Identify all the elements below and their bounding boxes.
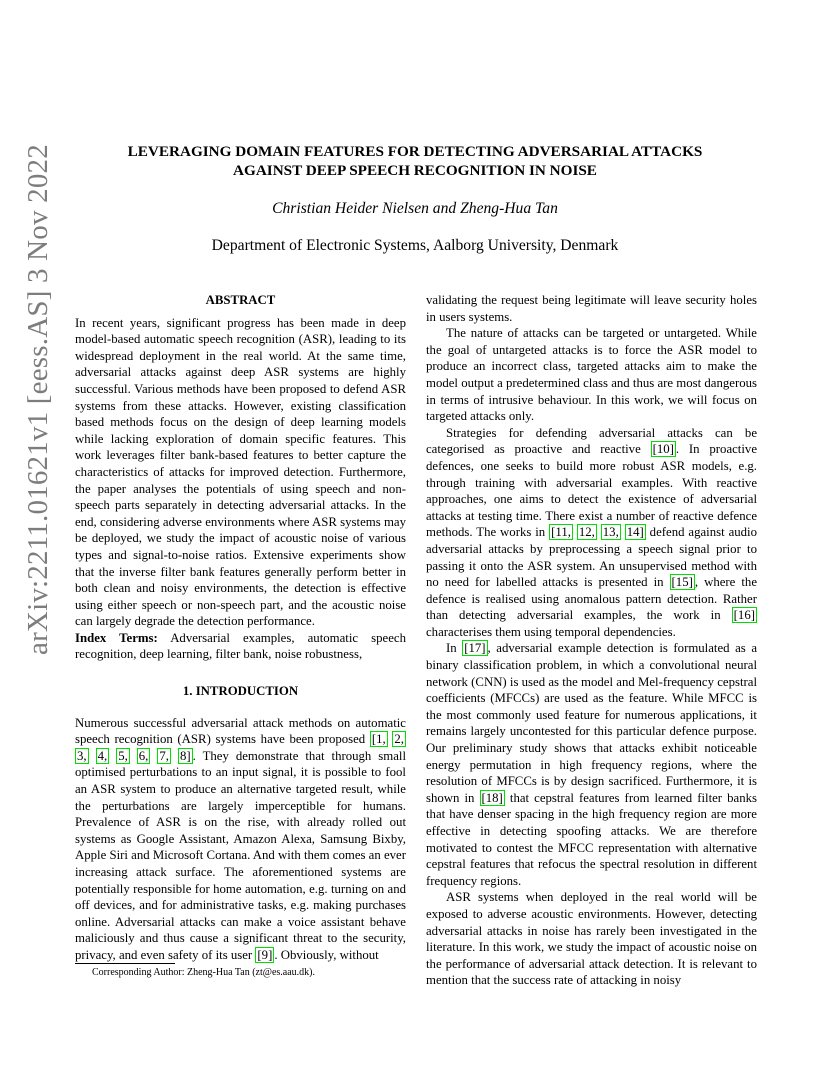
index-terms-label: Index Terms: — [75, 630, 158, 645]
citation-link-18[interactable]: [18] — [481, 790, 503, 805]
right-paragraph-continued: validating the request being legitimate will leave security holes in users systems. — [426, 293, 757, 324]
index-terms — [75, 630, 406, 663]
text-span: , adversarial example detection is formulated as a binary classification problem, in which a convolutional neural network (CNN) is used as the model and Mel-frequency cepstral coefficients (MFCCs) are used as the feature. While MFCC is the most commonly used feature for numerous applications, it remains largely uncontested for this particular defence purpose. Our preliminary study shows that attacks exhibit noticeable energy permutation in high frequency regions, where the resolution of MFCCs is by design sacrificed. Furthermore, it is shown in — [426, 641, 757, 805]
index-terms-text: Adversarial examples, automatic speech recognition, deep learning, filter bank, noise robustness, — [75, 630, 406, 662]
text-span: . They demonstrate that through small optimised perturbations to an input signal, it is possible to fool an ASR system to produce an alternative targeted result, while the perturbations are largely imperceptible for humans. Prevalence of ASR is on the rise, with already rolled out systems as Google Assistant, Amazon Alexa, Samsung Bixby, Apple Siri and Microsoft Cortana. And with them comes an ever increasing attack surface. The aforementioned systems are potentially responsible for home automation, e.g. turning on and off devices, and for administrative tasks, e.g. making purchases online. Adversarial attacks can make a voice assistant behave maliciously and thus cause a significant threat to the security, privacy, and even safety of its user — [75, 748, 407, 962]
citation-link-17[interactable]: [17] — [464, 641, 486, 656]
citation-link-10[interactable]: [10] — [652, 442, 674, 457]
citation-link-16[interactable]: [16] — [733, 608, 755, 623]
text-span: . Obviously, without — [274, 947, 379, 962]
footnote-corresponding-author: Corresponding Author: Zheng-Hua Tan (zt@es.aau.dk). — [92, 967, 315, 978]
text-span: characterises them using temporal dependencies. — [426, 624, 676, 639]
text-span: Numerous successful adversarial attack methods on automatic speech recognition (ASR) systems have been proposed — [75, 715, 406, 747]
right-paragraph-noise: ASR systems when deployed in the real world will be exposed to adverse acoustic environments. However, detecting adversarial attacks in noise has rarely been investigated in the literature. In this work, we study the impact of acoustic noise on the performance of adversarial attack detection. It is relevant to mention that the success rate of attacking in noisy — [426, 890, 757, 988]
right-paragraph-attack-types: The nature of attacks can be targeted or untargeted. While the goal of untargeted attacks is to force the ASR model to produce an incorrect class, targeted attacks aim to make the model output a predetermined class and thus are most dangerous in terms of intrusive behaviour. In this work, we will focus on targeted attacks only. — [426, 326, 757, 424]
right-paragraph-mfcc — [426, 640, 757, 889]
citation-link-2[interactable]: 2, — [394, 732, 404, 747]
citation-link-1[interactable]: [1, — [371, 732, 386, 747]
title-line-2: AGAINST DEEP SPEECH RECOGNITION IN NOISE — [233, 162, 597, 179]
introduction-heading: 1. INTRODUCTION — [182, 684, 299, 699]
citation-link-11[interactable]: [11, — [551, 525, 571, 540]
text-span: Strategies for defending adversarial attacks can be categorised as proactive and reactive — [426, 425, 757, 457]
right-column — [426, 292, 757, 989]
citation-link-5[interactable]: 5, — [118, 748, 128, 763]
citation-link-8[interactable]: 8] — [179, 748, 191, 763]
text-span: that cepstral features from learned filter banks that have denser spacing in the high frequency region are more effective in detecting spoofing attacks. We are therefore motivated to contest the MFCC representation with alternative cepstral features that refocus the spectral resolution in different frequency regions. — [426, 790, 757, 888]
abstract-heading: ABSTRACT — [205, 293, 276, 307]
citation-link-7[interactable]: 7, — [159, 748, 169, 763]
citation-link-12[interactable]: 12, — [578, 525, 595, 540]
arxiv-identifier-text: arXiv:2211.01621v1 [eess.AS] 3 Nov 2022 — [22, 144, 54, 655]
text-span: , where the defence is realised using anomalous pattern detection. Rather than detecting adversarial examples, the work in — [426, 575, 757, 623]
citation-link-6[interactable]: 6, — [138, 748, 149, 763]
citation-link-4[interactable]: 4, — [97, 748, 108, 763]
title-line-1: LEVERAGING DOMAIN FEATURES FOR DETECTING ADVERSARIAL ATTACKS — [127, 143, 703, 160]
left-column — [75, 292, 406, 964]
intro-paragraph-1 — [75, 715, 406, 964]
citation-link-3[interactable]: 3, — [77, 748, 87, 763]
text-span: . In proactive defences, one seeks to build more robust ASR models, e.g. through training with adversarial examples. With reactive approaches, one aims to detect the existence of adversarial attacks at testing time. There exist a number of reactive defence methods. The works in — [426, 442, 757, 540]
citation-link-13[interactable]: 13, — [602, 525, 619, 540]
footnote-divider — [75, 963, 175, 964]
text-span: In — [446, 641, 463, 656]
author-list: Christian Heider Nielsen and Zheng-Hua Tan — [272, 200, 558, 217]
citation-link-9[interactable]: [9] — [257, 947, 273, 962]
right-paragraph-strategies — [426, 425, 757, 641]
affiliation: Department of Electronic Systems, Aalborg University, Denmark — [211, 237, 619, 254]
abstract-body: In recent years, significant progress has been made in deep model-based automatic speech recognition (ASR), leading to its widespread deployment in the real world. At the same time, adversarial attacks against deep ASR systems are highly successful. Various methods have been proposed to defend ASR systems from these attacks. However, existing classification based methods focus on the design of deep learning models while lacking exploration of domain specific features. This work leverages filter bank-based features to better capture the characteristics of attacks for improved detection. Furthermore, the paper analyses the potentials of using speech and non-speech parts separately in detecting adversarial attacks. In the end, considering adverse environments where ASR systems may be deployed, we study the impact of acoustic noise of various types and signal-to-noise ratios. Extensive experiments show that the inverse filter bank features generally perform better in both clean and noisy environments, the detection is effective using either speech or non-speech part, and the acoustic noise can largely degrade the detection performance. — [75, 315, 406, 629]
paper-title — [60, 142, 770, 180]
text-span: defend against audio adversarial attacks by preprocessing a speech signal prior to passing it onto the ASR system. An unsupervised method with no need for labelled attacks is presented in — [426, 525, 758, 590]
citation-link-15[interactable]: [15] — [671, 575, 693, 590]
citation-link-14[interactable]: 14] — [626, 525, 644, 540]
